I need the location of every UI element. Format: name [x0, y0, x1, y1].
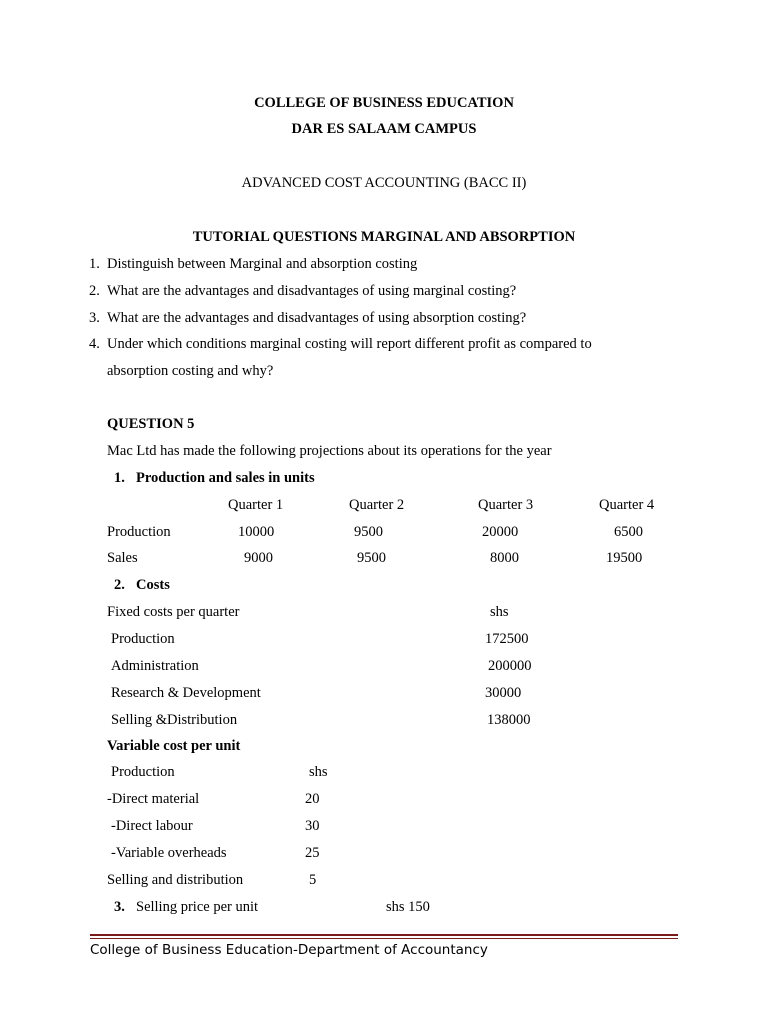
footer-rule-top — [90, 934, 678, 936]
cost-item-value: 172500 — [485, 631, 529, 647]
question-text: Distinguish between Marginal and absorption costing — [107, 256, 418, 272]
variable-production-label: Production — [111, 764, 175, 780]
cost-item-value: 25 — [305, 845, 320, 861]
question5-heading: QUESTION 5 — [107, 416, 195, 432]
cost-item-value: 200000 — [488, 658, 532, 674]
campus-name: DAR ES SALAAM CAMPUS — [291, 121, 477, 137]
question-text: What are the advantages and disadvantages of using absorption costing? — [107, 310, 527, 326]
question-text: What are the advantages and disadvantages of using marginal costing? — [107, 283, 517, 299]
cost-item-label: -Variable overheads — [111, 845, 227, 861]
table-cell: 6500 — [614, 524, 643, 540]
question-number: 1. — [89, 256, 100, 272]
section-number: 3. — [114, 899, 125, 915]
cost-item-label: Selling and distribution — [107, 872, 244, 888]
column-header: Quarter 2 — [349, 497, 405, 513]
table-cell: 8000 — [490, 550, 519, 566]
cost-item-label: Selling &Distribution — [111, 712, 238, 728]
section-number: 2. — [114, 577, 125, 593]
cost-item-value: 20 — [305, 791, 320, 807]
section-title: Production and sales in units — [136, 470, 315, 486]
cost-item-label: Administration — [111, 658, 199, 674]
column-header: Quarter 1 — [228, 497, 284, 513]
cost-item-value: 30 — [305, 818, 320, 834]
question-text: Under which conditions marginal costing will report different profit as compared to — [107, 336, 592, 352]
fixed-costs-label: Fixed costs per quarter — [107, 604, 240, 620]
section-title: Costs — [136, 577, 170, 593]
table-cell: 9500 — [357, 550, 386, 566]
question-text-continuation: absorption costing and why? — [107, 363, 274, 379]
college-name: COLLEGE OF BUSINESS EDUCATION — [254, 95, 514, 111]
question5-intro: Mac Ltd has made the following projections about its operations for the year — [107, 443, 552, 459]
currency-label: shs — [490, 604, 509, 620]
table-cell: 9000 — [244, 550, 273, 566]
question-number: 4. — [89, 336, 100, 352]
question-number: 3. — [89, 310, 100, 326]
column-header: Quarter 3 — [478, 497, 534, 513]
footer-rule-bottom — [90, 938, 678, 939]
table-cell: 19500 — [606, 550, 643, 566]
course-title: ADVANCED COST ACCOUNTING (BACC II) — [241, 175, 527, 191]
tutorial-title: TUTORIAL QUESTIONS MARGINAL AND ABSORPTION — [192, 229, 576, 245]
cost-item-label: Production — [111, 631, 175, 647]
table-cell: 10000 — [238, 524, 275, 540]
row-label: Sales — [107, 550, 138, 566]
table-cell: 20000 — [482, 524, 519, 540]
cost-item-label: -Direct material — [107, 791, 200, 807]
variable-costs-heading: Variable cost per unit — [107, 738, 241, 754]
cost-item-label: -Direct labour — [111, 818, 193, 834]
currency-label: shs — [309, 764, 328, 780]
footer-text: College of Business Education-Department of Accountancy — [90, 942, 488, 958]
table-cell: 9500 — [354, 524, 383, 540]
cost-item-label: Research & Development — [111, 685, 261, 701]
question-number: 2. — [89, 283, 100, 299]
row-label: Production — [107, 524, 171, 540]
section-title: Selling price per unit — [136, 899, 259, 915]
section-number: 1. — [114, 470, 125, 486]
cost-item-value: 138000 — [487, 712, 531, 728]
selling-price-value: shs 150 — [386, 899, 430, 915]
cost-item-value: 5 — [309, 872, 317, 888]
column-header: Quarter 4 — [599, 497, 655, 513]
cost-item-value: 30000 — [485, 685, 522, 701]
